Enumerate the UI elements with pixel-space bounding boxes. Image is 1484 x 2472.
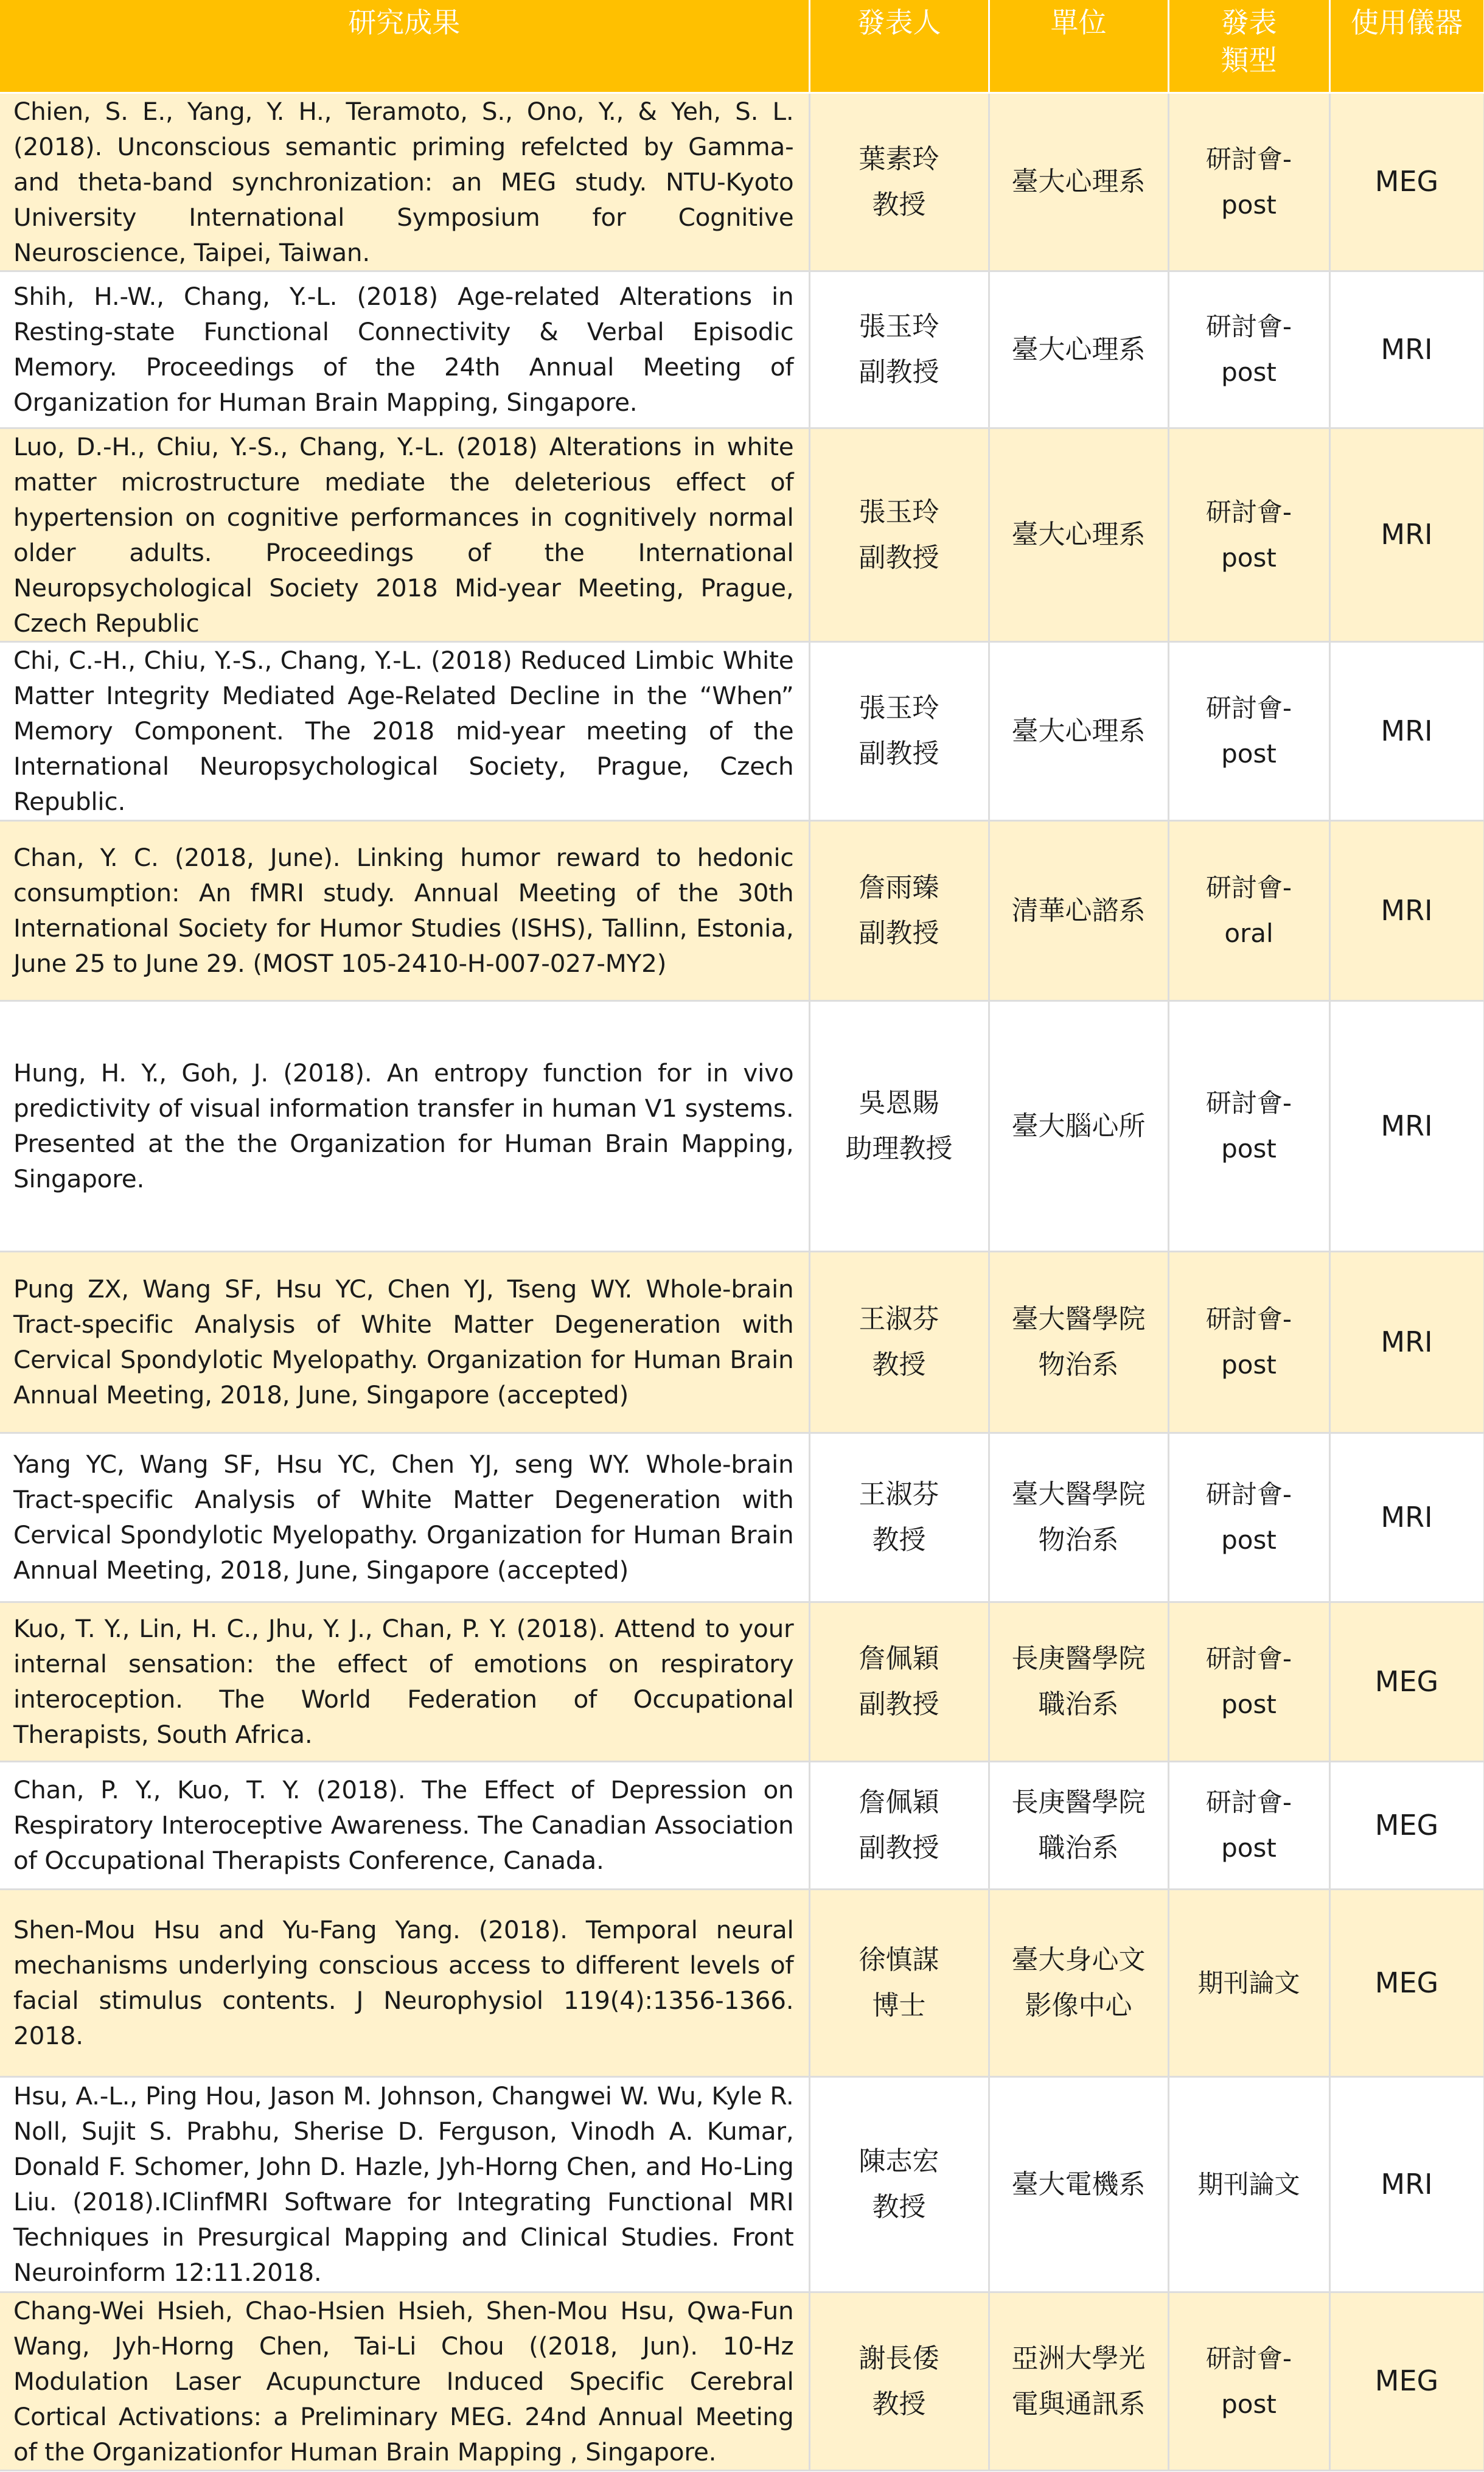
cell-type: 期刊論文 <box>1168 1889 1329 2076</box>
cell-reference: Pung ZX, Wang SF, Hsu YC, Chen YJ, Tseng WY. Whole-brain Tract-specific Analysis of White Matter Degeneration with Cervical Spondylotic Myelopathy. Organization for Human Brain Annual Meeting, 2018, June, Singapore (accepted) <box>0 1251 809 1433</box>
cell-instrument: MRI <box>1329 1433 1484 1602</box>
table-row <box>0 641 1484 820</box>
table-row <box>0 1602 1484 1761</box>
table-header-row <box>0 0 1484 93</box>
cell-type: 研討會- oral <box>1168 820 1329 1000</box>
cell-reference: Chi, C.-H., Chiu, Y.-S., Chang, Y.-L. (2018) Reduced Limbic White Matter Integrity Mediated Age-Related Decline in the “When” Memory Component. The 2018 mid-year meeting of the International Neuropsychological Society, Prague, Czech Republic. <box>0 641 809 820</box>
cell-instrument: MRI <box>1329 428 1484 641</box>
cell-presenter: 詹佩穎 副教授 <box>809 1602 989 1761</box>
cell-presenter: 徐慎謀 博士 <box>809 1889 989 2076</box>
cell-type: 研討會- post <box>1168 1433 1329 1602</box>
cell-reference: Hsu, A.-L., Ping Hou, Jason M. Johnson, Changwei W. Wu, Kyle R. Noll, Sujit S. Prabhu, Sherise D. Ferguson, Vinodh A. Kumar, Donald F. Schomer, John D. Hazle, Jyh-Horng Chen, and Ho-Ling Liu. (2018).IClinfMRI Software for Integrating Functional MRI Techniques in Presurgical Mapping and Clinical Studies. Front Neuroinform 12:11.2018. <box>0 2076 809 2292</box>
table-row <box>0 1761 1484 1889</box>
header-presenter: 發表人 <box>809 0 989 93</box>
cell-reference: Shih, H.-W., Chang, Y.-L. (2018) Age-related Alterations in Resting-state Functional Connectivity & Verbal Episodic Memory. Proceedings of the 24th Annual Meeting of Organization for Human Brain Mapping, Singapore. <box>0 271 809 428</box>
table-row <box>0 820 1484 1000</box>
cell-presenter: 吳恩賜 助理教授 <box>809 1000 989 1251</box>
table-row <box>0 93 1484 271</box>
cell-reference: Chien, S. E., Yang, Y. H., Teramoto, S., Ono, Y., & Yeh, S. L. (2018). Unconscious semantic priming refelcted by Gamma- and theta-band synchronization: an MEG study. NTU-Kyoto University International Symposium for Cognitive Neuroscience, Taipei, Taiwan. <box>0 93 809 271</box>
cell-presenter: 王淑芬 教授 <box>809 1251 989 1433</box>
cell-unit: 臺大醫學院 物治系 <box>989 1433 1168 1602</box>
cell-unit: 亞洲大學光 電與通訊系 <box>989 2292 1168 2470</box>
table-row <box>0 1889 1484 2076</box>
header-result: 研究成果 <box>0 0 809 93</box>
cell-reference: Chan, P. Y., Kuo, T. Y. (2018). The Effect of Depression on Respiratory Interoceptive Awareness. The Canadian Association of Occupational Therapists Conference, Canada. <box>0 1761 809 1889</box>
cell-presenter: 張玉玲 副教授 <box>809 428 989 641</box>
cell-instrument: MEG <box>1329 1889 1484 2076</box>
cell-unit: 臺大心理系 <box>989 428 1168 641</box>
table-row <box>0 271 1484 428</box>
cell-unit: 臺大電機系 <box>989 2076 1168 2292</box>
cell-unit: 臺大腦心所 <box>989 1000 1168 1251</box>
cell-unit: 長庚醫學院 職治系 <box>989 1602 1168 1761</box>
header-type: 發表 類型 <box>1168 0 1329 93</box>
table-row <box>0 1251 1484 1433</box>
table-body <box>0 93 1484 2470</box>
cell-reference: Hung, H. Y., Goh, J. (2018). An entropy function for in vivo predictivity of visual information transfer in human V1 systems. Presented at the the Organization for Human Brain Mapping, Singapore. <box>0 1000 809 1251</box>
cell-type: 研討會- post <box>1168 93 1329 271</box>
header-instrument: 使用儀器 <box>1329 0 1484 93</box>
cell-instrument: MEG <box>1329 2292 1484 2470</box>
cell-instrument: MRI <box>1329 1251 1484 1433</box>
cell-unit: 清華心諮系 <box>989 820 1168 1000</box>
cell-instrument: MEG <box>1329 1602 1484 1761</box>
cell-instrument: MRI <box>1329 2076 1484 2292</box>
cell-reference: Kuo, T. Y., Lin, H. C., Jhu, Y. J., Chan, P. Y. (2018). Attend to your internal sensation: the effect of emotions on respiratory interoception. The World Federation of Occupational Therapists, South Africa. <box>0 1602 809 1761</box>
header-unit: 單位 <box>989 0 1168 93</box>
cell-presenter: 詹佩穎 副教授 <box>809 1761 989 1889</box>
cell-instrument: MRI <box>1329 641 1484 820</box>
cell-unit: 臺大醫學院 物治系 <box>989 1251 1168 1433</box>
cell-reference: Chang-Wei Hsieh, Chao-Hsien Hsieh, Shen-Mou Hsu, Qwa-Fun Wang, Jyh-Horng Chen, Tai-Li Chou ((2018, Jun). 10-Hz Modulation Laser Acupuncture Induced Specific Cerebral Cortical Activations: a Preliminary MEG. 24nd Annual Meeting of the Organizationfor Human Brain Mapping , Singapore. <box>0 2292 809 2470</box>
cell-presenter: 葉素玲 教授 <box>809 93 989 271</box>
cell-type: 研討會- post <box>1168 1602 1329 1761</box>
cell-type: 研討會- post <box>1168 271 1329 428</box>
cell-type: 期刊論文 <box>1168 2076 1329 2292</box>
cell-reference: Luo, D.-H., Chiu, Y.-S., Chang, Y.-L. (2018) Alterations in white matter microstructure mediate the deleterious effect of hypertension on cognitive performances in cognitively normal older adults. Proceedings of the International Neuropsychological Society 2018 Mid-year Meeting, Prague, Czech Republic <box>0 428 809 641</box>
cell-instrument: MRI <box>1329 1000 1484 1251</box>
cell-presenter: 詹雨臻 副教授 <box>809 820 989 1000</box>
table-row <box>0 428 1484 641</box>
table-row <box>0 1000 1484 1251</box>
cell-presenter: 陳志宏 教授 <box>809 2076 989 2292</box>
cell-type: 研討會- post <box>1168 1251 1329 1433</box>
cell-instrument: MRI <box>1329 820 1484 1000</box>
cell-instrument: MEG <box>1329 1761 1484 1889</box>
table-row <box>0 2076 1484 2292</box>
cell-unit: 長庚醫學院 職治系 <box>989 1761 1168 1889</box>
cell-reference: Chan, Y. C. (2018, June). Linking humor reward to hedonic consumption: An fMRI study. Annual Meeting of the 30th International Society for Humor Studies (ISHS), Tallinn, Estonia, June 25 to June 29. (MOST 105-2410-H-007-027-MY2) <box>0 820 809 1000</box>
cell-reference: Yang YC, Wang SF, Hsu YC, Chen YJ, seng WY. Whole-brain Tract-specific Analysis of White Matter Degeneration with Cervical Spondylotic Myelopathy. Organization for Human Brain Annual Meeting, 2018, June, Singapore (accepted) <box>0 1433 809 1602</box>
cell-unit: 臺大心理系 <box>989 641 1168 820</box>
cell-reference: Shen-Mou Hsu and Yu-Fang Yang. (2018). Temporal neural mechanisms underlying conscious access to different levels of facial stimulus contents. J Neurophysiol 119(4):1356-1366. 2018. <box>0 1889 809 2076</box>
table-row <box>0 1433 1484 1602</box>
cell-unit: 臺大身心文 影像中心 <box>989 1889 1168 2076</box>
cell-type: 研討會- post <box>1168 1000 1329 1251</box>
cell-type: 研討會- post <box>1168 641 1329 820</box>
cell-unit: 臺大心理系 <box>989 93 1168 271</box>
cell-type: 研討會- post <box>1168 1761 1329 1889</box>
table-row <box>0 2292 1484 2470</box>
cell-type: 研討會- post <box>1168 2292 1329 2470</box>
cell-instrument: MEG <box>1329 93 1484 271</box>
cell-unit: 臺大心理系 <box>989 271 1168 428</box>
cell-presenter: 張玉玲 副教授 <box>809 641 989 820</box>
cell-presenter: 王淑芬 教授 <box>809 1433 989 1602</box>
cell-type: 研討會- post <box>1168 428 1329 641</box>
cell-instrument: MRI <box>1329 271 1484 428</box>
cell-presenter: 謝長倭 教授 <box>809 2292 989 2470</box>
cell-presenter: 張玉玲 副教授 <box>809 271 989 428</box>
